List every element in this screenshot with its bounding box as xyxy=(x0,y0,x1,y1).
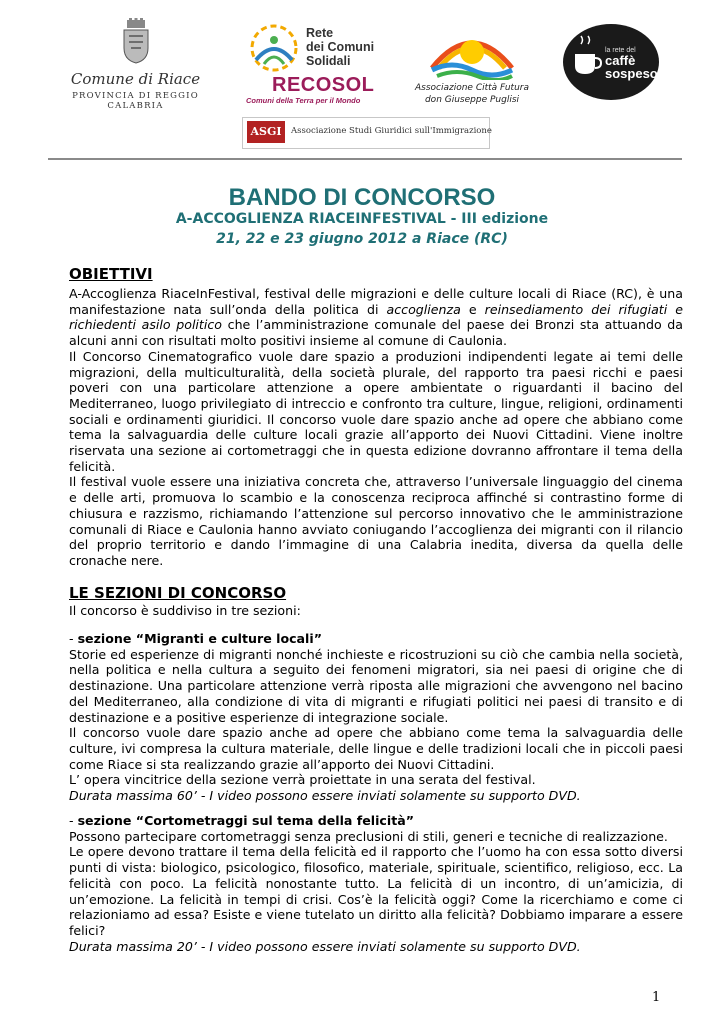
obiettivi-p1-end: che l’amministrazione comunale del paese dei Bronzi sta attuando da alcuni anni con risultati molto positivi insieme al comune di Caulonia. xyxy=(69,317,683,349)
sezione-migranti-title xyxy=(69,631,683,647)
caffe-sospeso-logo xyxy=(561,22,661,102)
obiettivi-p1-reinsediamento: reinsediamento dei rifugiati e richiedenti asilo politico xyxy=(69,301,683,333)
obiettivi-paragraph-2: Il Concorso Cinematografico vuole dare spazio a produzioni indipendenti legate ai temi delle migrazioni, della multiculturalità, della società plurale, del rapporto tra paesi ricchi e paesi poveri con una particolare attenzione a opere ambientate o riguardanti il bacino del Mediterraneo, luogo privilegiato di intreccio e confronto tra culture, lingue, religioni, ordinamenti sociali e ordinamenti giuridici. Il concorso vuole dare spazio anche ad opere che abbiano come tema la salvaguardia delle culture locali grazie all’apporto dei Nuovi Cittadini. Viene inoltre riservata una sezione ai cortometraggi che in questa edizione dovranno affrontare il tema della felicità. xyxy=(69,348,683,474)
obiettivi-section xyxy=(69,286,683,569)
obiettivi-paragraph-3: Il festival vuole essere una iniziativa concreta che, attraverso l’universale linguaggio del cinema e delle arti, promuova lo scambio e la conoscenza reciproca affinché si contrastino forme di chiusura e razzismo, richiamando l’attenzione sul percorso innovativo che le amministrazione comunali di Riace e Caulonia hanno avviato coniugando l’accoglienza dei migranti con il rilancio del proprio territorio e dando l’immagine di una Calabria inedita, diversa da quella delle cronache nere. xyxy=(69,474,683,568)
sezione-migranti-duration: Durata massima 60’ - I video possono essere inviati solamente su supporto DVD. xyxy=(69,788,581,804)
assoc-line-2: don Giuseppe Puglisi xyxy=(424,95,520,105)
sezione-cortometraggi-p2: Le opere devono trattare il tema della felicità ed il rapporto che l’uomo ha con essa sotto diversi punti di vista: biologico, psicologico, filosofico, materiale, spirituale, scientifico, religioso, ecc. La felicità con poco. La felicità nonostante tutto. La felicità di un incontro, di un’amicizia, di un’emozione. La felicità in tempi di crisi. Cos’è la felicità oggi? Come la ricerchiamo e come ci relazioniamo ad essa? Esiste e viene tutelato un diritto alla felicità? Dobbiamo imparare a essere felici? xyxy=(69,844,683,938)
sezione-cortometraggi-p1: Possono partecipare cortometraggi senza preclusioni di stili, generi e tecniche di realizzazione. xyxy=(69,828,668,844)
page-number: 1 xyxy=(652,990,661,1005)
rete-line-2: dei Comuni xyxy=(306,40,375,54)
sezione-migranti-dash: - xyxy=(69,631,78,646)
coffee-cup-icon xyxy=(561,22,661,102)
recosol-tagline: Comuni della Terra per il Mondo xyxy=(246,96,361,105)
rainbow-sun-icon xyxy=(427,18,517,80)
sezione-migranti xyxy=(69,631,683,804)
sezione-cortometraggi-dash: - xyxy=(69,813,78,828)
recosol-logo xyxy=(242,20,382,108)
asgi-name: Associazione Studi Giuridici sull'Immigrazione xyxy=(291,126,492,136)
header-divider xyxy=(48,158,682,160)
recosol-brand: RECOSOL xyxy=(272,74,375,96)
citta-futura-name xyxy=(392,82,552,106)
rete-line-1: Rete xyxy=(306,26,334,40)
obiettivi-p1-and: e xyxy=(460,301,485,317)
assoc-line-1: Associazione Città Futura xyxy=(414,83,530,93)
sezioni-intro: Il concorso è suddiviso in tre sezioni: xyxy=(69,603,301,618)
caffe-big-2: sospeso xyxy=(605,66,658,81)
sezioni-heading: LE SEZIONI DI CONCORSO xyxy=(69,584,287,602)
sezione-cortometraggi-duration: Durata massima 20’ - I video possono essere inviati solamente su supporto DVD. xyxy=(69,938,581,954)
event-dates: 21, 22 e 23 giugno 2012 a Riace (RC) xyxy=(216,231,508,247)
sezione-cortometraggi-title xyxy=(69,813,683,829)
citta-futura-logo xyxy=(392,18,552,110)
obiettivi-heading: OBIETTIVI xyxy=(69,265,153,283)
comune-name: Comune di Riace xyxy=(70,70,201,88)
obiettivi-paragraph-1 xyxy=(69,286,683,349)
sezione-migranti-p3: L’ opera vincitrice della sezione verrà proiettate in una serata del festival. xyxy=(69,772,536,788)
sun-figure-icon xyxy=(244,20,304,76)
comune-riace-logo xyxy=(48,18,223,111)
asgi-mark: ASGI xyxy=(247,121,285,143)
caffe-big-1: caffè xyxy=(605,53,636,68)
obiettivi-p1-text: A-Accoglienza RiaceInFestival, festival delle migrazioni e delle culture locali di Riace (RC), è una manifestazione nata sull’onda della politica di xyxy=(69,286,683,317)
crest-icon xyxy=(121,18,151,64)
caffe-small: la rete del xyxy=(605,47,636,54)
document-subtitle: A-ACCOGLIENZA RIACEINFESTIVAL - III edizione xyxy=(175,211,549,227)
rete-name xyxy=(306,26,374,68)
sezione-cortometraggi xyxy=(69,813,683,954)
sezione-migranti-p1: Storie ed esperienze di migranti nonché inchieste e ricostruzioni su ciò che cambia nella società, nella politica e nella cultura a seguito dei fenomeni migratori, sia nei paesi di origine che di destinazione. Una particolare attenzione verrà riposta alle migrazioni che avvengono nel bacino del Mediterraneo, alla condizione di vita di migranti e rifugiati politici nei paesi di transito e di destinazione e a positive esperienze di integrazione sociale. xyxy=(69,646,683,725)
sezione-cortometraggi-label: sezione “Cortometraggi sul tema della felicità” xyxy=(77,813,415,828)
rete-line-3: Solidali xyxy=(306,54,351,68)
obiettivi-p1-accoglienza: accoglienza xyxy=(386,301,461,317)
comune-province: PROVINCIA DI REGGIO CALABRIA xyxy=(72,91,199,111)
sezione-migranti-label: sezione “Migranti e culture locali” xyxy=(77,631,322,646)
asgi-logo xyxy=(242,117,490,149)
sezione-migranti-p2: Il concorso vuole dare spazio anche ad opere che abbiano come tema la salvaguardia delle culture, ivi compresa la cultura materiale, delle lingue e delle tradizioni locali che in piccoli paesi come Riace si sta realizzando grazie all’apporto dei Nuovi Cittadini. xyxy=(69,725,683,772)
document-title: BANDO DI CONCORSO xyxy=(228,184,496,211)
